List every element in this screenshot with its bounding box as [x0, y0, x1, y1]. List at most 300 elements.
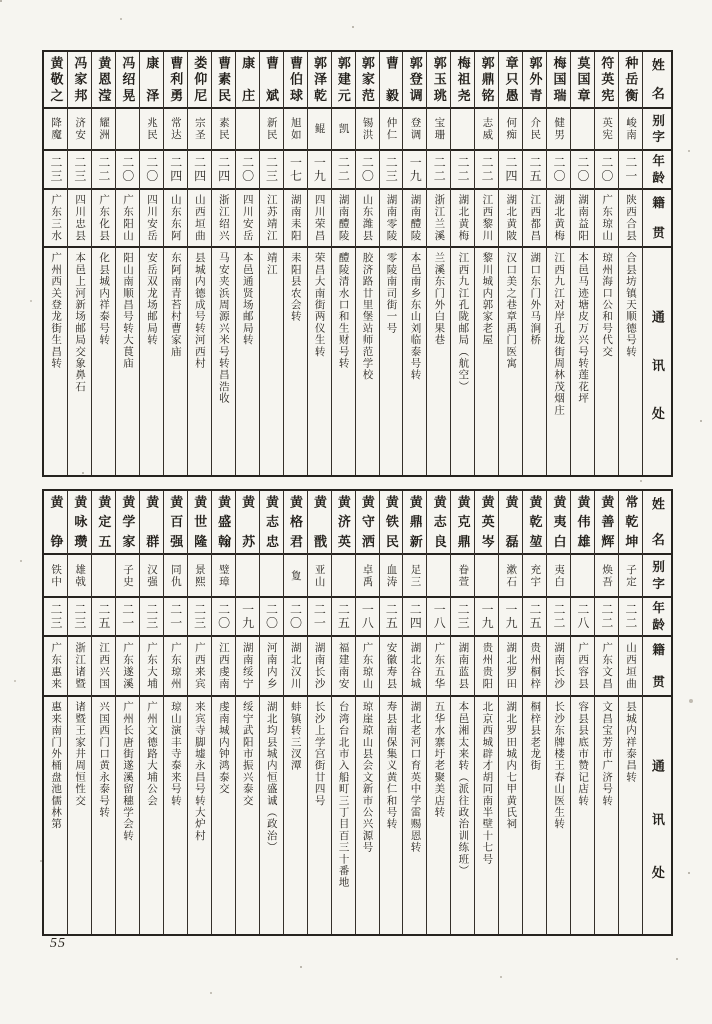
entry-contact-text: 广州文德路大埔公会: [145, 701, 157, 807]
entry-age-text: 二一: [120, 603, 135, 630]
entry-native-text: 山东东阿: [169, 194, 181, 242]
entry-contact: [451, 248, 474, 475]
entry-age: [92, 598, 115, 637]
entry-zi-text: 介民: [529, 117, 541, 141]
entry-age-text: 二〇: [599, 156, 614, 183]
entry-native: [380, 637, 403, 697]
entry-column: [307, 52, 331, 475]
entry-name-text: 黄守洒: [359, 495, 375, 549]
entry-native-text: 山西垣曲: [193, 194, 205, 242]
entry-name-text: 黄济英: [335, 495, 351, 549]
entry-native: [595, 637, 618, 697]
entry-native: [475, 637, 498, 697]
entry-native: [68, 190, 91, 248]
entry-column: [594, 491, 618, 934]
entry-age: [44, 151, 67, 190]
entry-zi: [188, 555, 211, 598]
entry-age: [92, 151, 115, 190]
entry-native: [92, 637, 115, 697]
entry-column: [187, 491, 211, 934]
entry-zi-text: 旭如: [289, 117, 301, 141]
entry-age: [403, 151, 426, 190]
entry-native-text: 广东遂溪: [122, 642, 134, 690]
entry-native-text: 广东琼州: [169, 642, 181, 690]
entry-column: [379, 491, 403, 934]
entry-zi-text: 常达: [169, 117, 181, 141]
entry-native-text: 四川安岳: [145, 194, 157, 242]
entry-name: [595, 491, 618, 555]
entry-name-text: 康泽: [144, 56, 160, 103]
entry-native-text: 广东琼山: [361, 642, 373, 690]
entry-name: [356, 491, 379, 555]
header-zi-text: 别字: [650, 114, 665, 144]
entry-age-text: 二三: [72, 603, 87, 630]
header-age-text: 年龄: [650, 601, 665, 632]
entry-native-text: 湖北黄梅: [457, 194, 469, 242]
entry-age: [68, 598, 91, 637]
entry-contact-text: 五华水寨圩老聚美店转: [433, 701, 445, 818]
entry-name-text: 符英宪: [599, 56, 615, 103]
entry-column: [355, 52, 379, 475]
entry-age-text: 二二: [432, 156, 447, 183]
entry-native: [212, 637, 235, 697]
entry-age-text: 二五: [384, 603, 399, 630]
entry-zi-text: 血涛: [385, 563, 397, 588]
entry-age-text: 一九: [240, 603, 255, 630]
entry-zi-text: 降魔: [50, 117, 62, 141]
entry-native: [164, 190, 187, 248]
entry-contact: [164, 248, 187, 475]
entry-native-text: 广东大埔: [145, 642, 157, 690]
entry-contact: [475, 248, 498, 475]
entry-column: [402, 491, 426, 934]
entry-column: [44, 491, 67, 934]
entry-contact-text: 长沙上学宫街廿四号: [313, 701, 325, 807]
entry-zi: [116, 555, 139, 598]
entry-native-text: 广东惠来: [50, 642, 62, 690]
entry-name-text: 郭外青: [527, 56, 543, 103]
entry-zi-text: 眷萱: [457, 563, 469, 588]
entry-zi: [92, 109, 115, 151]
entry-age-text: 二四: [504, 156, 519, 183]
entry-column: [355, 491, 379, 934]
entry-name: [571, 491, 594, 555]
entry-name: [571, 52, 594, 109]
entry-zi: [595, 109, 618, 151]
entry-contact: [356, 697, 379, 934]
entry-age: [427, 598, 450, 637]
entry-name-text: 黄世隆: [192, 495, 208, 549]
entry-name-text: 常乾坤: [623, 495, 639, 549]
entry-contact: [308, 248, 331, 475]
entry-native: [451, 190, 474, 248]
entry-contact-text: 寿县南保集义黄仁和号转: [385, 701, 397, 830]
entry-native: [284, 190, 307, 248]
entry-age: [236, 151, 259, 190]
entry-name: [236, 52, 259, 109]
entry-column: [211, 491, 235, 934]
entry-native: [140, 637, 163, 697]
entry-age-text: 二一: [312, 603, 327, 630]
entry-age-text: 二〇: [288, 603, 303, 630]
entry-name: [403, 52, 426, 109]
entry-native-text: 湖南零陵: [385, 194, 397, 242]
entry-zi-text: 足三: [409, 563, 421, 588]
entry-contact-text: 化县城内祥泰号转: [98, 252, 110, 346]
entry-column: [570, 52, 594, 475]
entry-contact-text: 本邑通贤场邮局转: [241, 252, 253, 346]
entry-zi: [475, 555, 498, 598]
entry-age: [332, 151, 355, 190]
entry-native: [451, 637, 474, 697]
entry-contact-text: 安岳双龙场邮局转: [145, 252, 157, 346]
entry-zi: [44, 109, 67, 151]
entry-name-text: 郭登调: [407, 56, 423, 103]
entry-name-text: 黄夷白: [551, 495, 567, 549]
entry-native-text: 江西虔南: [217, 642, 229, 690]
entry-zi: [547, 555, 570, 598]
entry-native: [260, 637, 283, 697]
entry-age-text: 二三: [48, 156, 63, 183]
entry-name-text: 黄盛翰: [216, 495, 232, 549]
entry-age-text: 一九: [408, 156, 423, 183]
entry-age-text: 二二: [551, 603, 566, 630]
entry-name-text: 梅祖尧: [455, 56, 471, 103]
header-contact: [643, 697, 671, 934]
entry-zi: [499, 555, 522, 598]
entry-contact-text: 东阿南青苔村曹家庙: [169, 252, 181, 358]
entry-column: [307, 491, 331, 934]
entry-name-text: 黄铮: [48, 495, 64, 549]
entry-contact-text: 江西九江对岸孔垅街周林茂烟庄: [553, 252, 565, 416]
entry-zi: [571, 109, 594, 151]
entry-zi-text: 漱石: [505, 563, 517, 588]
entry-zi: [619, 109, 642, 151]
entry-name-text: 曹利勇: [168, 56, 184, 103]
entry-zi: [523, 109, 546, 151]
entry-native-text: 湖南醴陵: [337, 194, 349, 242]
entry-age: [523, 598, 546, 637]
entry-native: [427, 190, 450, 248]
entry-age: [332, 598, 355, 637]
entry-name-text: 黄学家: [120, 495, 136, 549]
entry-contact: [523, 697, 546, 934]
entry-column: [91, 52, 115, 475]
entry-name: [284, 491, 307, 555]
header-native: [643, 190, 671, 248]
entry-name-text: 黄铁民: [383, 495, 399, 549]
entry-age-text: 二三: [72, 156, 87, 183]
entry-native-text: 湖北黄梅: [553, 194, 565, 242]
entry-age-text: 二五: [528, 156, 542, 183]
entry-age-text: 一九: [312, 156, 327, 183]
entry-contact-text: 零陵南司街一号: [385, 252, 397, 334]
entry-native-text: 湖北黄陂: [505, 194, 517, 242]
entry-age-text: 一八: [432, 603, 447, 630]
entry-contact: [68, 248, 91, 475]
entry-name: [140, 52, 163, 109]
entry-contact: [403, 248, 426, 475]
entry-contact: [595, 697, 618, 934]
entry-contact: [547, 248, 570, 475]
entry-column: [474, 52, 498, 475]
entry-age: [451, 598, 474, 637]
entry-zi: [332, 555, 355, 598]
entry-native: [308, 190, 331, 248]
entry-native: [236, 637, 259, 697]
entry-age-text: 二二: [456, 156, 471, 183]
entry-contact-text: 本邑上河新场邮局交象鼻石: [74, 252, 86, 393]
entry-column: [67, 491, 91, 934]
entry-name: [164, 52, 187, 109]
entry-name-text: 黄乾堃: [527, 495, 543, 549]
entry-zi: [44, 555, 67, 598]
entry-age: [164, 151, 187, 190]
entry-native: [403, 637, 426, 697]
entry-age-text: 二一: [168, 603, 183, 630]
header-contact-text: 通讯处: [649, 759, 665, 880]
entry-contact-text: 北京西城辟才胡同南半壁十七号: [481, 701, 493, 865]
entry-native-text: 广东五华: [433, 642, 445, 690]
entry-name: [308, 52, 331, 109]
entry-zi: [571, 555, 594, 598]
entry-zi: [212, 109, 235, 151]
entry-native: [116, 637, 139, 697]
entry-column: [474, 491, 498, 934]
entry-native-text: 四川安岳: [241, 194, 253, 242]
entry-age: [68, 151, 91, 190]
entry-zi: [212, 555, 235, 598]
entry-name-text: 黄戬: [311, 495, 327, 549]
entry-name: [260, 491, 283, 555]
entry-name-text: 曹伯球: [288, 56, 303, 103]
entry-name-text: 郭玉珧: [431, 56, 447, 103]
entry-name-text: 郭鼎铭: [479, 56, 495, 103]
entry-native: [188, 190, 211, 248]
entry-name-text: 黄咏瓒: [72, 495, 88, 549]
entry-contact-text: 本邑南乡东山刘临泰号转: [409, 252, 421, 381]
header-zi: [643, 109, 671, 151]
entry-contact: [140, 248, 163, 475]
entry-native: [332, 190, 355, 248]
entry-contact-text: 湖口东门外马涧桥: [529, 252, 541, 346]
entry-contact-text: 广州西关登龙街生昌转: [50, 252, 62, 369]
entry-column: [331, 52, 355, 475]
entry-zi-text: 夷白: [553, 563, 565, 588]
entry-contact-text: 兴国西门口黄永泰号转: [98, 701, 110, 818]
entry-native: [332, 637, 355, 697]
entry-contact-text: 江西九江孔陇邮局（航空）: [457, 252, 469, 393]
entry-contact: [260, 697, 283, 934]
entry-zi: [332, 109, 355, 151]
entry-column: [211, 52, 235, 475]
entry-contact: [212, 248, 235, 475]
entry-column: [546, 491, 570, 934]
entry-contact-text: 来宾寺脚墟永昌号转大炉村: [193, 701, 205, 842]
entry-zi-text: 充宇: [529, 563, 541, 588]
entry-zi: [68, 109, 91, 151]
entry-name: [619, 491, 642, 555]
entry-name: [92, 491, 115, 555]
entry-name-text: 曹毅: [383, 56, 399, 103]
entry-age: [140, 151, 163, 190]
entry-column: [259, 52, 283, 475]
header-zi-text: 别字: [650, 560, 665, 591]
entry-name: [188, 52, 211, 109]
entry-age-text: 二五: [336, 603, 351, 630]
entry-name-text: 黄伟雄: [575, 495, 591, 549]
entry-age: [188, 598, 211, 637]
entry-zi-text: 铁中: [50, 563, 62, 588]
entry-column: [259, 491, 283, 934]
entry-name: [332, 52, 355, 109]
entry-zi: [236, 109, 259, 151]
entry-name-text: 黄百强: [168, 495, 184, 549]
entry-native-text: 湖北谷城: [409, 642, 421, 690]
entry-column: [115, 491, 139, 934]
entry-name: [403, 491, 426, 555]
entry-column: [498, 52, 522, 475]
entry-age-text: 二〇: [575, 156, 590, 183]
entry-native: [619, 637, 642, 697]
entry-contact: [619, 697, 642, 934]
entry-contact: [116, 248, 139, 475]
upper-table-columns: [42, 50, 673, 477]
entry-age: [356, 151, 379, 190]
entry-age: [595, 151, 618, 190]
entry-zi-text: 子史: [122, 563, 134, 588]
entry-age-text: 二四: [168, 156, 183, 183]
entry-zi: [451, 109, 474, 151]
entry-age-text: 二五: [96, 603, 111, 630]
entry-column: [163, 491, 187, 934]
entry-name-text: 郭建元: [335, 56, 351, 103]
entry-age: [380, 598, 403, 637]
entry-age: [619, 151, 642, 190]
page-number: 55: [50, 936, 66, 951]
entry-contact: [116, 697, 139, 934]
entry-contact-text: 诸暨王家井周恒性交: [74, 701, 86, 807]
entry-name-text: 娄仰尼: [192, 56, 208, 103]
entry-native-text: 浙江兰溪: [433, 194, 445, 242]
entry-contact-text: 醴陵清水口和生财号转: [337, 252, 349, 369]
entry-native: [44, 190, 67, 248]
entry-native-text: 四川忠县: [74, 194, 86, 242]
entry-contact-text: 琼山演丰寺泰来号转: [169, 701, 181, 807]
entry-contact: [92, 697, 115, 934]
entry-age-text: 二三: [264, 156, 279, 183]
entry-contact-text: 合县坊镇天顺德号转: [625, 252, 637, 358]
entry-contact-text: 广州长唐街遂溪留穗学会转: [122, 701, 134, 842]
entry-column: [139, 491, 163, 934]
entry-zi-text: 济安: [74, 117, 86, 141]
entry-name-text: 曹斌: [264, 56, 280, 103]
entry-contact: [547, 697, 570, 934]
entry-age: [164, 598, 187, 637]
entry-age: [308, 151, 331, 190]
entry-zi: [380, 109, 403, 151]
entry-age: [284, 151, 307, 190]
entry-contact-text: 马安夹浜周源兴米号转昌浩收: [217, 252, 229, 405]
entry-zi: [475, 109, 498, 151]
entry-column: [283, 491, 307, 934]
entry-column: [67, 52, 91, 475]
header-name-text: 姓名: [649, 58, 665, 101]
entry-age: [499, 598, 522, 637]
entry-column: [450, 52, 474, 475]
entry-contact: [284, 697, 307, 934]
entry-contact: [380, 248, 403, 475]
entry-contact: [595, 248, 618, 475]
entry-contact: [356, 248, 379, 475]
entry-contact-text: 惠来南门外桶盘池儒林第: [50, 701, 62, 830]
entry-native: [356, 637, 379, 697]
entry-column: [115, 52, 139, 475]
entry-age-text: 二〇: [360, 156, 375, 183]
entry-native: [427, 637, 450, 697]
entry-native: [68, 637, 91, 697]
entry-age-text: 一七: [288, 156, 303, 183]
entry-name: [451, 491, 474, 555]
entry-zi-text: 同仇: [169, 563, 181, 588]
entry-age-text: 二八: [575, 603, 590, 630]
entry-name: [356, 52, 379, 109]
entry-age: [356, 598, 379, 637]
entry-native-text: 浙江诸暨: [74, 642, 86, 690]
entry-contact-text: 汉口美之巷章禹门医寓: [505, 252, 517, 369]
entry-contact-text: 容县县底市赞记店转: [577, 701, 589, 807]
entry-name: [619, 52, 642, 109]
entry-contact-text: 湖北均县城内恒盛诚（政治）: [265, 701, 277, 854]
entry-contact-text: 长沙东牌楼王春山医生转: [553, 701, 565, 830]
entry-native-text: 湖北罗田: [505, 642, 517, 690]
entry-contact: [499, 248, 522, 475]
entry-zi: [427, 109, 450, 151]
entry-age: [236, 598, 259, 637]
entry-contact: [236, 248, 259, 475]
entry-zi-text: 焕吾: [601, 563, 613, 588]
entry-zi: [140, 555, 163, 598]
entry-zi: [164, 555, 187, 598]
directory-table-lower: [42, 489, 673, 936]
entry-age: [44, 598, 67, 637]
entry-name: [475, 491, 498, 555]
entry-contact: [188, 248, 211, 475]
entry-age: [140, 598, 163, 637]
entry-contact: [427, 697, 450, 934]
entry-age: [475, 151, 498, 190]
entry-age: [547, 598, 570, 637]
entry-zi: [92, 555, 115, 598]
entry-column: [139, 52, 163, 475]
entry-native: [547, 637, 570, 697]
entry-zi-text: 仲仁: [385, 117, 397, 141]
entry-zi: [547, 109, 570, 151]
entry-age: [380, 151, 403, 190]
entry-native: [380, 190, 403, 248]
entry-zi: [523, 555, 546, 598]
entry-native-text: 河南内乡: [265, 642, 277, 690]
entry-zi: [284, 109, 307, 151]
entry-contact: [403, 697, 426, 934]
entry-age-text: 一九: [480, 603, 495, 630]
entry-column: [235, 52, 259, 475]
entry-native: [571, 637, 594, 697]
entry-native: [260, 190, 283, 248]
entry-zi: [356, 109, 379, 151]
entry-age-text: 二〇: [216, 603, 231, 630]
entry-zi-text: 登调: [409, 117, 421, 141]
